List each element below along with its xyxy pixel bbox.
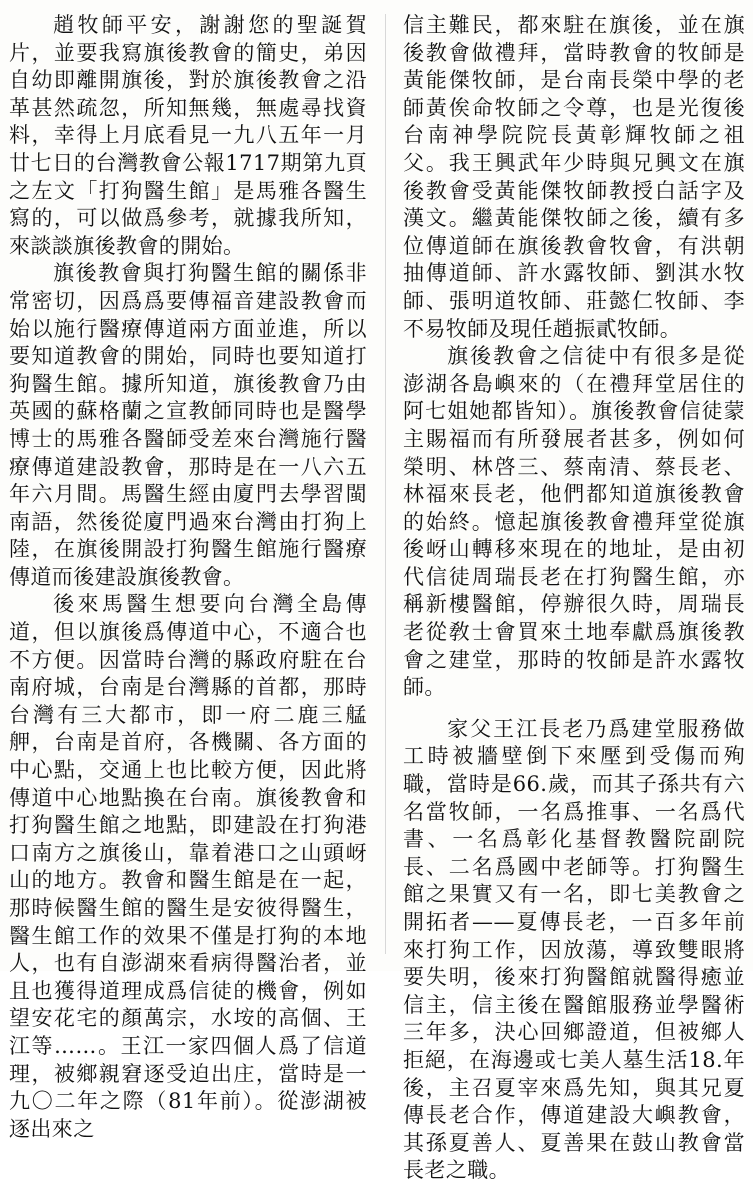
paragraph-penghu-believers: 旗後教會之信徒中有很多是從澎湖各島嶼來的（在禮拜堂居住的阿七姐她都皆知）。旗後教會信徒蒙主賜福而有所發展者甚多，例如何榮明、林啓三、蔡南清、蔡長老、林福來長老，他們都知道旗後教會的始終。憶起旗後教會禮拜堂從旗後岈山轉移來現在的地址，是由初代信徒周瑞長老在打狗醫生館，亦稱新樓醫館，停辦很久時，周瑞長老從敎士會買來土地奉獻爲旗後教會之建堂，那時的牧師是許水露牧師。 [403,344,745,700]
paragraph-tainan-mission-center: 後來馬醫生想要向台灣全島傳道，但以旗後爲傳道中心，不適合也不方便。因當時台灣的縣政府駐在台南府城，台南是台灣縣的首都，那時台灣有三大都市，即一府二鹿三艋舺，台南是首府，各機關、各方面的中心點，交通上也比較方便，因此將傳道中心地點換在台南。旗後教會和打狗醫生館之地點，即建設在打狗港口南方之旗後山，靠着港口之山頭岈山的地方。教會和醫生館是在一起，那時候醫生館的醫生是安彼得醫生，醫生館工作的效果不僅是打狗的本地人，也有自澎湖來看病得醫治者，並且也獲得道理成爲信徒的機會，例如望安花宅的顏萬宗，水垵的高個、王江等……。王江一家四個人爲了信道理，被鄉親窘逐受迫出庄，當時是一九〇二年之際（81年前）。從澎湖被逐出來之 [9,592,367,1141]
left-column [9,12,367,1143]
paragraph-greeting: 趙牧師平安，謝謝您的聖誕賀片，並要我寫旗後教會的簡史，弟因自幼即離開旗後，對於旗後教會之沿革甚然疏忽，所知無幾，無處尋找資料，幸得上月底看見一九八五年一月廿七日的台灣教會公報1717期第九頁之左文「打狗醫生館」是馬雅各醫生寫的，可以做爲參考，就據我所知，來談談旗後教會的開始。 [9,13,367,258]
column-divider [385,14,386,954]
right-column [403,12,745,1185]
paragraph-church-hospital-relation: 旗後教會與打狗醫生館的關係非常密切，因爲爲要傳福音建設教會而始以施行醫療傳道兩方面並進，所以要知道教會的開始，同時也要知道打狗醫生館。據所知道，旗後教會乃由英國的蘇格蘭之宣教師同時也是醫學博士的馬雅各醫師受差來台灣施行醫療傳道建設教會，那時是在一八六五年六月間。馬醫生經由廈門去學習閩南語，然後從廈門過來台灣由打狗上陸，在旗後開設打狗醫生館施行醫療傳道而後建設旗後教會。 [9,261,367,589]
paragraph-elder-wang-jiang: 家父王江長老乃爲建堂服務做工時被牆壁倒下來壓到受傷而殉職，當時是66.歲，而其子孫共有六名當牧師，一名爲推事、一名爲代書、一名爲彰化基督教醫院副院長、二名爲國中老師等。打狗醫生館之果實又有一名，即七美教會之開拓者——夏傳長老，一百多年前來打狗工作，因放蕩，導致雙眼將要失明，後來打狗醫館就醫得癒並信主，信主後在醫館服務並學醫術三年多，決心回鄉證道，但被鄉人拒絕，在海邊或七美人墓生活18.年後，主召夏宰來爲先知，與其兄夏傳長老合作，傳道建設大嶼教會，其孫夏善人、夏善果在鼓山教會當長老之職。 [403,716,745,1183]
paragraph-refugees-pastors: 信主難民，都來駐在旗後，並在旗後教會做禮拜，當時教會的牧師是黃能傑牧師，是台南長榮中學的老師黃俟命牧師之令尊，也是光復後台南神學院院長黃彰輝牧師之祖父。我王興武年少時與兄興文在旗後教會受黃能傑牧師教授白話字及漢文。繼黃能傑牧師之後，續有多位傳道師在旗後教會牧會，有洪朝抽傳道師、許水露牧師、劉淇水牧師、張明道牧師、莊懿仁牧師、李不易牧師及現任趙振貳牧師。 [403,13,745,341]
